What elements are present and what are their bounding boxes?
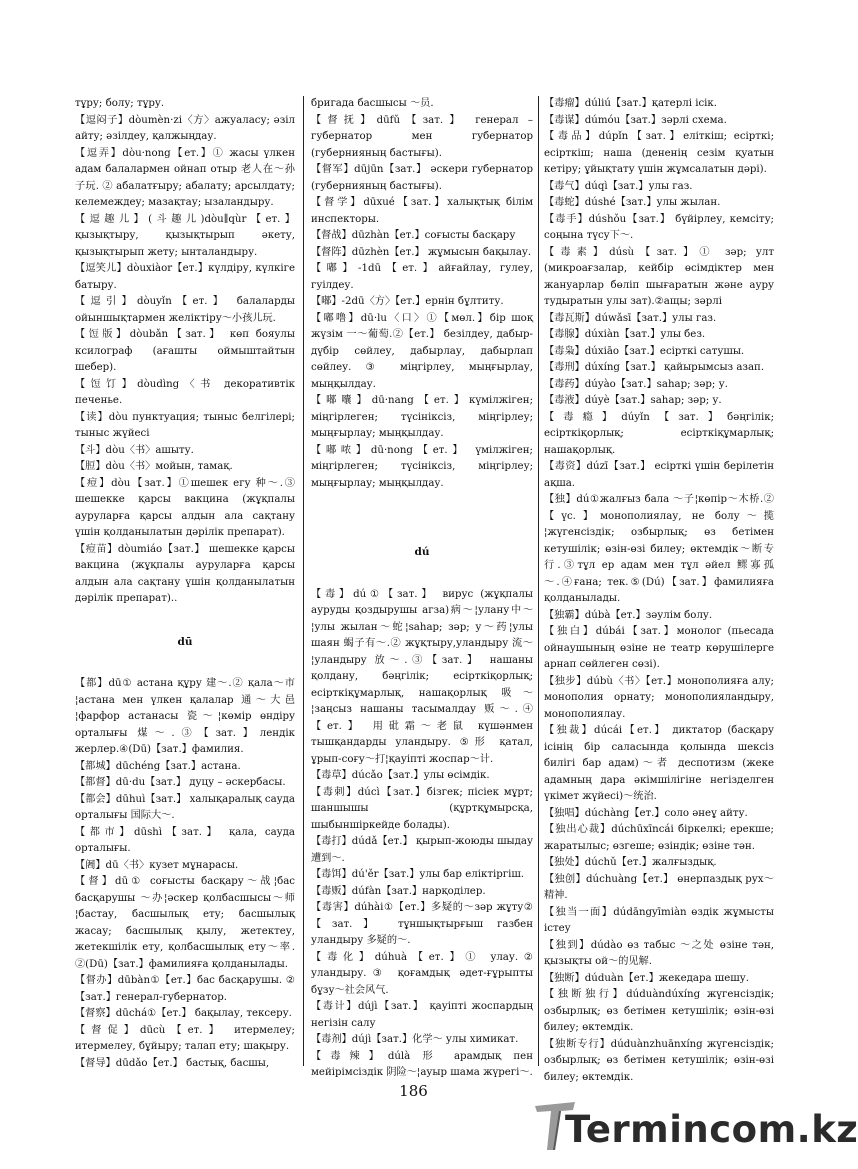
dictionary-entry: 【毒液】dúyè【зат.】sahap; зәр; у. <box>544 395 722 406</box>
dictionary-entry: 【毒瓦斯】dúwǎsī【зат.】улы газ. <box>544 312 717 324</box>
section-heading-du2: dú <box>414 546 430 558</box>
dictionary-entry: 【独霸】dúbà【ет.】зәулім болу. <box>544 609 713 621</box>
dictionary-entry: 【毒品】dúpǐn【зат.】еліткіш; есірткі; есірткіш; наша (дененің сезім қуатын кетіру; ұйықтату үшін жұмсалатын дәрі). <box>544 131 774 175</box>
column-3 <box>544 96 774 1086</box>
dictionary-entry: 【毒气】dúqì【зат.】улы газ. <box>544 180 693 192</box>
column-2 <box>311 96 533 1082</box>
dictionary-entry: 【独处】dúchǔ【ет.】жалғыздық. <box>544 857 717 868</box>
col1b-entries <box>75 676 295 1072</box>
dictionary-entry: 【独当一面】dúdāngyīmiàn өздік жұмысты істеу <box>544 906 774 934</box>
dictionary-entry: 【毒化】dúhuà【ет.】① улау.② уландыру.③ қоғамдық әдет-ғұрыпты бұзу～社会风气. <box>311 951 533 996</box>
dictionary-entry: 【独到】dúdào өз табыс ～之处 өзіне тән, қызықты ой～的见解. <box>544 939 774 967</box>
dictionary-entry: 【督学】dūxué【зат.】халықтық білім инспекторы. <box>311 197 533 225</box>
dictionary-entry: 【毒资】dúzī【зат.】 есірткі үшін берілетін ақша. <box>544 461 774 489</box>
dictionary-entry: 【毒草】dúcǎo【зат.】улы өсімдік. <box>311 770 490 781</box>
dictionary-entry: 【独创】dúchuàng【ет.】 өнерпаздық рух～精神. <box>544 873 774 901</box>
dictionary-entry: 【逗笑儿】dòuxiàor【ет.】күлдіру, күлкіге батыру. <box>75 263 295 291</box>
dictionary-entry: 【脰】dòu〈书〉мойын, тамақ. <box>75 461 233 472</box>
dictionary-entry: 【督办】dūbàn①【ет.】бас басқарушы. ②【зат.】генерал-губернатор. <box>75 975 295 1003</box>
dictionary-entry: 【独裁】dúcái【ет.】 диктатор (басқару ісінің бір саласында қолында шексіз билігі бар адам)～者 деспотизм (жеке адамның дара әкімшілігіне негізделген үкімет жүйесі)～统治. <box>544 725 774 802</box>
dictionary-entry: 【独唱】dúchàng【ет.】соло әнеұ айту. <box>544 807 748 819</box>
dictionary-entry: 【毒刑】dúxíng【зат.】 қайырымсыз азап. <box>544 362 765 373</box>
dictionary-entry: 【嘟】-1dū【ет.】айғайлау, гулеу, гуілдеу. <box>311 263 533 291</box>
dictionary-entry: 【毒谋】dúmóu【зат.】зәрлі схема. <box>544 114 727 126</box>
dictionary-entry: 【毒贩】dúfàn【зат.】нарқоділер. <box>311 885 486 897</box>
dictionary-entry: 【逗闷子】dòumèn·zi〈方〉ажуаласу; әзіл айту; әзілдеу, қалжыңдау. <box>75 114 295 142</box>
dictionary-entry: 【都督】dū·du【зат.】 дуцу – әскербасы. <box>75 777 286 788</box>
dictionary-entry: 【毒饵】dú'ěr【зат.】улы бар еліктіргіш. <box>311 869 525 880</box>
dictionary-entry: 【独断】dúduàn【ет.】жекедара шешу. <box>544 972 750 984</box>
dictionary-entry: 【都城】dūchéng【зат.】астана. <box>75 760 241 772</box>
dictionary-entry: 【逗趣儿】(斗趣儿)dòu∥qùr【ет.】қызықтыру, қызықтырып әкету, қызықтырып жету; ынталандыру. <box>75 213 295 258</box>
dictionary-entry: 【独断独行】dúduàndúxíng жүгенсіздік; озбырлық; өз бетімен кетушілік; өзін-өзі билеу; өктемдік. <box>544 989 774 1033</box>
column-divider-1 <box>303 96 304 1066</box>
dictionary-entry: 【毒手】dúshǒu【зат.】 бүйірлеу, кемсіту; соңына түсу下～. <box>544 213 774 241</box>
site-logo[interactable] <box>525 1100 858 1160</box>
dictionary-entry: тұру; болу; тұру. <box>75 98 165 109</box>
dictionary-entry: 【毒】dú①【зат.】 вирус (жұқпалы ауруды қоздырушы агза)病～¦улану中～¦улы жылан～蛇¦sahap; зәр; у～药¦улы шаян 蝎子有～.② жұқтыру,уландыру 流～¦уландыру 放～.③【зат.】 нашаны қолдану, бәңгілік; есірткіқорлық; есірткіқұмарлық, нашақорлық 吸～¦заңсыз нашаны тасымалдау 贩～.④【ет.】 用砒霜～老鼠 күшәнмен тышқандарды уландыру. ⑤形 қатал, ұрып-соғу～打¦қауіпті жоспар～计. <box>311 588 533 765</box>
dictionary-entry: 【毒瘾】dúyǐn【зат.】бәңгілік; есірткіқорлық; есірткіқұмарлық; нашақорлық. <box>544 411 774 456</box>
dictionary-entry: 【督察】dūchá①【ет.】 бақылау, тексеру. <box>75 1008 292 1019</box>
dictionary-entry: 【督抚】dūfǔ【зат.】 генерал – губернатор мен губернатор (губернияның бастығы). <box>311 114 533 159</box>
col2-entries <box>311 96 533 492</box>
dictionary-entry: 【督】dū① соғысты басқару～战¦бас басқарушы ～办¦әскер қолбасшысы～师¦бастау, басшылық ету; басшылық жасау; басшылық қылу, жетектеу, жетекшілік ету, қолбасшылық ету～率. ②(Dū)【зат.】фамилияға қолданылады. <box>75 876 295 970</box>
dictionary-entry: 【独】dú①жалғыз бала ～子¦көпір～木桥.②【үс.】монополиялау, не болу～揽¦жүгенсіздік; озбырлық; өз бетімен кетушілік; өзін-өзі билеу; өктемдік～断专行.③тұл ер адам мен тұл әйел 鳏寡孤～.④ғана; тек.⑤(Dú)【зат.】фамилияға қолданылады. <box>544 494 774 604</box>
dictionary-entry: 【痘】dòu【зат.】①шешек егу 种～.③ шешекке қарсы вакцина (жұқпалы ауруларға қарсы алдын ала сақтану үшін қолданылатын дәрілік препарат). <box>75 477 295 538</box>
dictionary-entry: 【嘟哝】dū·nong【ет.】 үмілжіген; міңгірлеген; түсініксіз, міңгірлеу; мыңғырлау; мыңқылдау. <box>311 444 533 489</box>
dictionary-entry: 【阇】dū〈书〉кузет мұнарасы. <box>75 859 239 871</box>
dictionary-entry: 【督阵】dūzhèn【ет.】 жұмысын бақылау. <box>311 246 532 258</box>
dictionary-entry: 【嘟】-2dū〈方〉【ет.】ернін бұлтиту. <box>311 296 504 307</box>
dictionary-entry: 【毒打】dúdǎ【ет.】 қырып-жоюды шыдау 遭到～. <box>311 836 534 864</box>
dictionary-entry: 【毒害】dúhài①【ет.】多疑的～зәр жұту②【зат.】 тұншықтырғыш газбен уландыру 多疑的～. <box>311 902 533 946</box>
dictionary-entry: 【毒刺】dúcì【зат.】бізгек; пісіек мұрт; шаншышы (құртқұмырсқа, шыбыншіркейде болады). <box>311 786 533 831</box>
dictionary-entry: 【嘟囔】dū·nang【ет.】күмілжіген; міңгірлеген; түсініксіз, міңгірлеу; мыңғырлау; мыңқылдау. <box>311 395 533 439</box>
dictionary-entry: 【督促】dūcù【ет.】 итермелеу; итермелеу, бұйыру; талап ету; шақыру. <box>75 1024 295 1052</box>
dictionary-entry: 【毒素】dúsù【зат.】① зәр; улт (микроағзалар, кейбір өсімдіктер мен жануарлар бөліп шығаратын және ауру тудыратын улы зат).②ащы; зәрлі <box>544 246 774 307</box>
dictionary-entry: 【独步】dúbù〈书〉【ет.】монополияға алу; монополия орнату; монополияландыру, монополиялау. <box>544 675 774 720</box>
dictionary-entry: 【都】dū① астана құру 建～.② қала～市¦астана мен үлкен қалалар 通～大邑¦фарфор астанасы 瓷～¦көмір өндіру орталығы 煤～.③【зат.】лендік жерлер.④(Dū)【зат.】фамилия. <box>75 678 295 755</box>
dictionary-entry: 【毒蛇】dúshé【зат.】улы жылан. <box>544 197 721 208</box>
dictionary-entry: 【毒腺】dúxiàn【зат.】улы без. <box>544 329 706 340</box>
dictionary-entry: 【逗弄】dòu·nong【ет.】① жасы үлкен адам балалармен ойнап отыр 老人在～孙子玩. ② абалатғыру; абалату; арсылдату; келемеждеу; мазақтау; ызаландыру. <box>75 147 295 208</box>
dictionary-entry: 【读】dòu пунктуация; тыныс белгілері; тыныс жүйесі <box>75 411 295 439</box>
dictionary-entry: 【嘟噜】dū·lu〈口〉①【мөл.】бір шоқ жүзім 一～葡萄.②【ет.】 безілдеу, дабыр-дүбір сөйлеу, дабырлау, дабырлап сөйлеу. ③ міңгірлеу, мыңғырлау, мыңқылдау. <box>311 312 533 390</box>
dictionary-entry: 【毒计】dújì【зат.】 қауіпті жоспардың негізін салу <box>311 1001 533 1029</box>
column-divider-2 <box>538 96 539 1066</box>
dictionary-entry: бригада басшысы ～员. <box>311 98 434 109</box>
dictionary-entry: 【毒枭】dúxiāo【зат.】есірткі сатушы. <box>544 345 745 357</box>
dictionary-entry: 【斗】dòu〈书〉ашыту. <box>75 444 194 456</box>
dictionary-entry: 【毒辣】dúlà 形 арамдық пен мейірімсіздік 阴险～¦ауыр шама жүрегі～. <box>311 1050 533 1078</box>
logo-text: Termincom.kz <box>565 1108 858 1151</box>
dictionary-entry: 【痘苗】dòumiáo【зат.】 шешекке қарсы вакцина (жұқпалы ауруларға қарсы алдын ала сақтану үшін қолданылатын дәрілік препарат).. <box>75 543 295 604</box>
dictionary-entry: 【毒药】dúyào【зат.】sahap; зәр; у. <box>544 378 728 390</box>
dictionary-entry: 【督导】dūdǎo【ет.】 бастық, басшы, <box>75 1057 270 1069</box>
dictionary-entry: 【逗引】dòuyǐn【ет.】 балаларды ойыншықтармен желіктіру～小孩儿玩. <box>75 296 295 324</box>
col1-entries <box>75 96 295 608</box>
col2b-entries <box>311 587 533 1082</box>
page-number: 186 <box>399 1082 428 1100</box>
dictionary-entry: 【都会】dūhuì【зат.】 халықаралық сауда орталығы 国际大～. <box>75 793 295 821</box>
dictionary-entry: 【饾版】dòubǎn【зат.】 көп бояулы ксилограф (ағашты оймыштайтын шебер). <box>75 329 295 373</box>
dictionary-entry: 【督战】dūzhàn【ет.】соғысты басқару <box>311 230 516 241</box>
dictionary-entry: 【督军】dūjūn【зат.】 әскери губернатор (губернияның бастығы). <box>311 164 533 192</box>
column-1 <box>75 96 295 1072</box>
dictionary-entry: 【毒瘤】dúliú【зат.】қатерлі ісік. <box>544 98 718 109</box>
dictionary-entry: 【独白】dúbái【зат.】монолог (пьесада ойнаушының өзіне не театр көрушілерге арнап сөйлеген сөзі). <box>544 626 774 670</box>
dictionary-entry: 【独出心裁】dúchūxīncái біркелкі; ерекше; жаратылыс; өзгеше; өзіндік; өзіне тән. <box>544 824 774 852</box>
dictionary-entry: 【饾饤】dòudìng〈书 декоративтік печенье. <box>75 378 295 406</box>
dictionary-entry: 【毒剂】dújì【зат.】化学～ улы химикат. <box>311 1034 519 1045</box>
section-heading-du: dū <box>177 635 193 648</box>
dictionary-entry: 【都市】dūshì【зат.】 қала, сауда орталығы. <box>75 826 295 854</box>
dictionary-entry: 【独断专行】dúduànzhuānxíng жүгенсіздік; озбырлық; өз бетімен кетушілік; өзін-өзі билеу; өктемдік. <box>544 1038 774 1083</box>
